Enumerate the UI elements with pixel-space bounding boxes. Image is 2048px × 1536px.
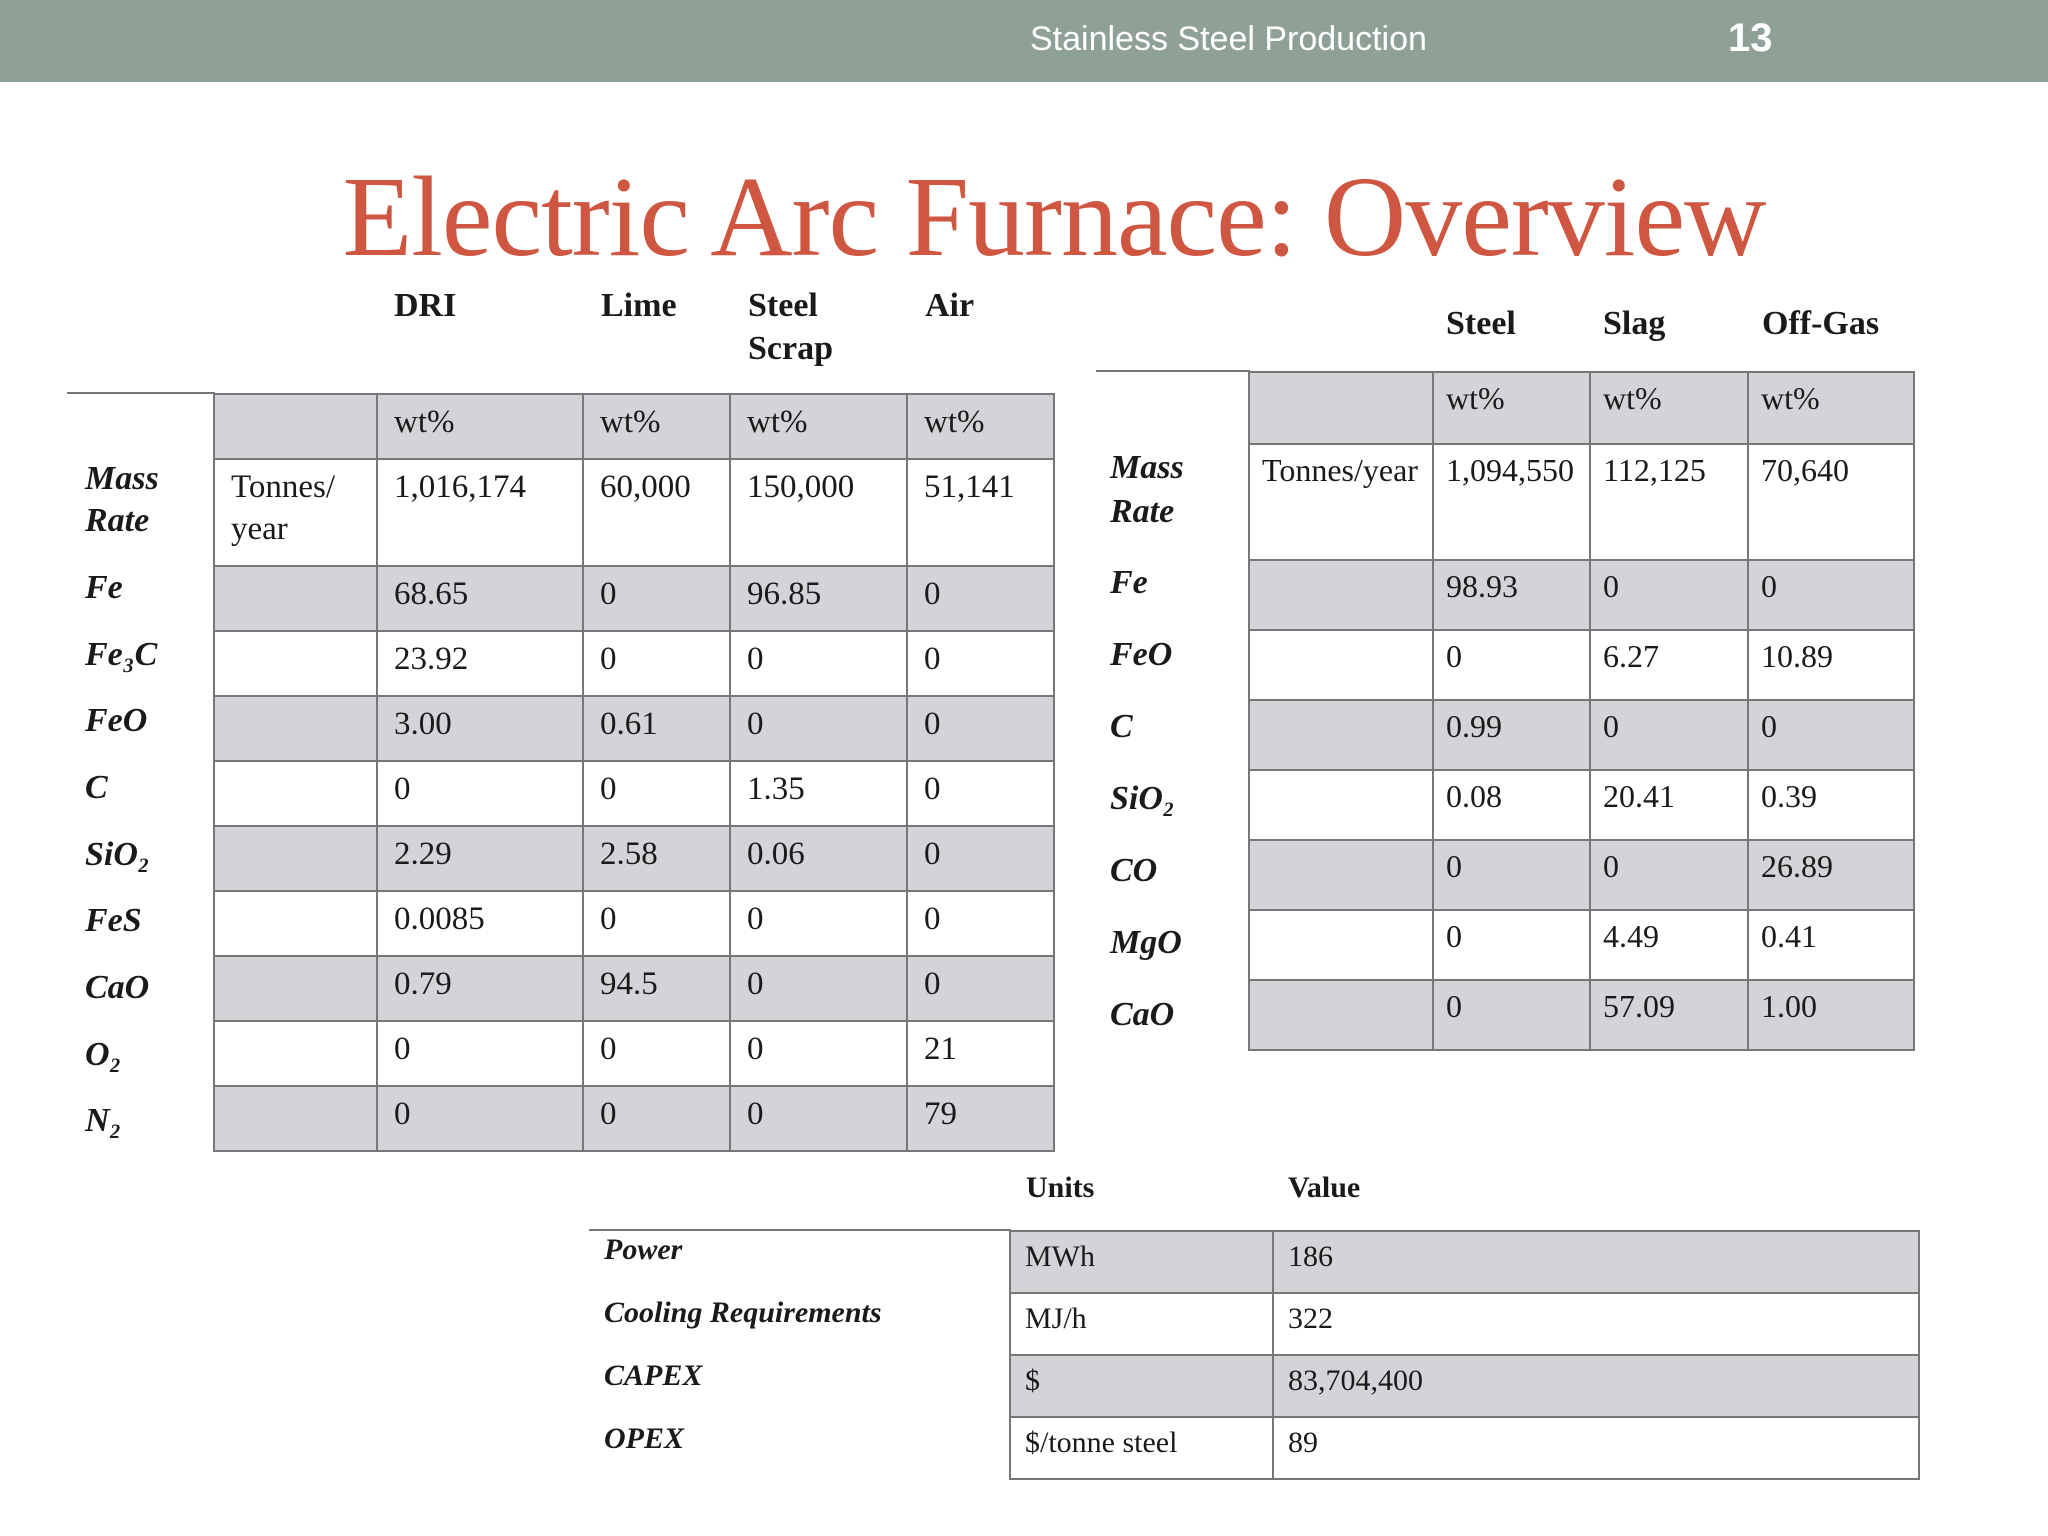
- col-header-steel-scrap: Steel Scrap: [748, 287, 833, 367]
- table-cell: 0: [1748, 560, 1914, 630]
- table-cell: 0: [1590, 700, 1748, 770]
- table-cell: [1249, 560, 1433, 630]
- table-row: [214, 631, 1054, 696]
- table-row: [214, 891, 1054, 956]
- col-header-steel: Steel: [1446, 305, 1516, 342]
- table-cell: 0: [907, 826, 1054, 891]
- table-cell: 0: [583, 891, 730, 956]
- table-cell: 0.61: [583, 696, 730, 761]
- row-label-fe: Fe: [1110, 564, 1148, 601]
- row-label-mgo: MgO: [1110, 924, 1182, 961]
- table-cell: 23.92: [377, 631, 583, 696]
- table-cell: 0.41: [1748, 910, 1914, 980]
- table-cell: 60,000: [583, 459, 730, 566]
- table-cell: [1249, 700, 1433, 770]
- table-row: [214, 761, 1054, 826]
- table-cell: 4.49: [1590, 910, 1748, 980]
- table-cell: 0: [583, 566, 730, 631]
- table-cell: 0: [377, 761, 583, 826]
- table-cell: 89: [1273, 1417, 1919, 1479]
- row-label-capex: CAPEX: [604, 1359, 703, 1392]
- table-cell: wt%: [583, 394, 730, 459]
- table-row: [214, 696, 1054, 761]
- table-cell: 1,094,550: [1433, 444, 1590, 560]
- row-label-co: CO: [1110, 852, 1158, 889]
- table-row: [214, 394, 1054, 459]
- table-cell: MJ/h: [1010, 1293, 1273, 1355]
- summary-grid: [1009, 1230, 1920, 1480]
- table-cell: 0: [730, 1021, 907, 1086]
- table-cell: 0: [730, 891, 907, 956]
- row-label-sio2: SiO₂: [1110, 780, 1175, 817]
- table-cell: 0: [1433, 630, 1590, 700]
- table-cell: 1,016,174: [377, 459, 583, 566]
- table-cell: 0.06: [730, 826, 907, 891]
- row-label-sio2: SiO₂: [85, 836, 150, 873]
- table-cell: $/tonne steel: [1010, 1417, 1273, 1479]
- table-row: [1010, 1293, 1919, 1355]
- row-label-o2: O₂: [85, 1036, 122, 1073]
- table-row: [1010, 1355, 1919, 1417]
- col-header-slag: Slag: [1603, 305, 1666, 342]
- table-cell: [214, 761, 377, 826]
- table-cell: [214, 696, 377, 761]
- table-row: [1249, 770, 1914, 840]
- table-cell: 0: [730, 956, 907, 1021]
- page-number: 13: [1728, 16, 1773, 60]
- table-cell: [214, 1021, 377, 1086]
- row-label-feo: FeO: [1110, 636, 1173, 673]
- table-cell: 20.41: [1590, 770, 1748, 840]
- table-cell: 0: [1433, 910, 1590, 980]
- table-cell: 0: [907, 631, 1054, 696]
- row-label-c: C: [1110, 708, 1133, 745]
- table-cell: 26.89: [1748, 840, 1914, 910]
- col-header-dri: DRI: [394, 287, 457, 324]
- row-label-n2: N₂: [85, 1102, 122, 1139]
- table-row: [1249, 630, 1914, 700]
- header-bar: [0, 0, 2048, 82]
- table-cell: 0.08: [1433, 770, 1590, 840]
- table-cell: 21: [907, 1021, 1054, 1086]
- row-label-cooling-requirements: Cooling Requirements: [604, 1296, 882, 1329]
- table-cell: 83,704,400: [1273, 1355, 1919, 1417]
- table-cell: 3.00: [377, 696, 583, 761]
- table-cell: [214, 566, 377, 631]
- table-cell: 98.93: [1433, 560, 1590, 630]
- table-cell: [214, 631, 377, 696]
- table-cell: 0: [583, 761, 730, 826]
- table-row: [214, 956, 1054, 1021]
- table-cell: 0.79: [377, 956, 583, 1021]
- table-cell: $: [1010, 1355, 1273, 1417]
- presentation-subtitle: Stainless Steel Production: [1030, 20, 1427, 58]
- table-cell: 79: [907, 1086, 1054, 1151]
- col-header-off-gas: Off-Gas: [1762, 305, 1880, 342]
- table-row: [214, 566, 1054, 631]
- table-cell: Tonnes/year: [1249, 444, 1433, 560]
- table-cell: Tonnes/ year: [214, 459, 377, 566]
- table-cell: MWh: [1010, 1231, 1273, 1293]
- row-label-cao: CaO: [1110, 996, 1175, 1033]
- table-cell: 0.99: [1433, 700, 1590, 770]
- table-cell: 94.5: [583, 956, 730, 1021]
- table-cell: 186: [1273, 1231, 1919, 1293]
- table-cell: 0: [1590, 560, 1748, 630]
- table-cell: wt%: [907, 394, 1054, 459]
- table-cell: [1249, 840, 1433, 910]
- table-cell: wt%: [1748, 372, 1914, 444]
- table-rule: [67, 392, 215, 394]
- row-label-opex: OPEX: [604, 1422, 685, 1455]
- table-cell: 0: [1748, 700, 1914, 770]
- table-row: [214, 1021, 1054, 1086]
- table-cell: 0: [907, 761, 1054, 826]
- table-cell: 2.29: [377, 826, 583, 891]
- table-cell: [214, 956, 377, 1021]
- table-cell: 0: [907, 891, 1054, 956]
- table-cell: 0: [730, 631, 907, 696]
- table-cell: 0: [1433, 980, 1590, 1050]
- table-row: [214, 826, 1054, 891]
- table-cell: [1249, 980, 1433, 1050]
- row-label-fe3c: Fe₃C: [85, 636, 158, 673]
- table-row: [1249, 560, 1914, 630]
- table-cell: 1.00: [1748, 980, 1914, 1050]
- table-cell: [1249, 372, 1433, 444]
- table-row: [1249, 372, 1914, 444]
- table-cell: [214, 826, 377, 891]
- col-header-air: Air: [925, 287, 975, 324]
- table-cell: 68.65: [377, 566, 583, 631]
- table-cell: 0.39: [1748, 770, 1914, 840]
- row-label-mass-rate: Mass Rate: [85, 460, 159, 539]
- table-cell: 2.58: [583, 826, 730, 891]
- table-rule: [1096, 370, 1250, 372]
- table-cell: 150,000: [730, 459, 907, 566]
- row-label-fe: Fe: [85, 569, 123, 606]
- table-cell: 0: [1433, 840, 1590, 910]
- table-cell: [1249, 770, 1433, 840]
- outputs-grid: [1248, 371, 1915, 1051]
- table-cell: 0: [377, 1086, 583, 1151]
- table-cell: 0.0085: [377, 891, 583, 956]
- table-cell: [214, 394, 377, 459]
- table-cell: 0: [907, 696, 1054, 761]
- table-cell: wt%: [730, 394, 907, 459]
- row-label-c: C: [85, 769, 108, 806]
- table-row: [214, 459, 1054, 566]
- table-cell: 0: [907, 566, 1054, 631]
- table-cell: [1249, 910, 1433, 980]
- col-header-units: Units: [1026, 1171, 1095, 1204]
- table-cell: 0: [1590, 840, 1748, 910]
- table-cell: wt%: [377, 394, 583, 459]
- row-label-feo: FeO: [85, 702, 148, 739]
- table-cell: 1.35: [730, 761, 907, 826]
- table-cell: 0: [907, 956, 1054, 1021]
- table-row: [1249, 840, 1914, 910]
- table-row: [1249, 444, 1914, 560]
- inputs-grid: [213, 393, 1055, 1152]
- table-rule: [589, 1229, 1011, 1231]
- table-row: [1249, 910, 1914, 980]
- table-cell: 51,141: [907, 459, 1054, 566]
- table-cell: wt%: [1590, 372, 1748, 444]
- row-label-mass-rate: Mass Rate: [1110, 449, 1184, 530]
- row-label-fes: FeS: [85, 902, 142, 939]
- row-label-power: Power: [604, 1233, 683, 1266]
- table-cell: [214, 1086, 377, 1151]
- table-cell: 0: [583, 631, 730, 696]
- table-cell: 57.09: [1590, 980, 1748, 1050]
- table-cell: 10.89: [1748, 630, 1914, 700]
- row-label-cao: CaO: [85, 969, 150, 1006]
- table-cell: 0: [583, 1086, 730, 1151]
- table-row: [1010, 1417, 1919, 1479]
- table-row: [214, 1086, 1054, 1151]
- slide-title: Electric Arc Furnace: Overview: [342, 153, 1766, 280]
- table-cell: [1249, 630, 1433, 700]
- table-cell: 70,640: [1748, 444, 1914, 560]
- table-cell: 0: [730, 696, 907, 761]
- table-cell: 112,125: [1590, 444, 1748, 560]
- table-cell: 322: [1273, 1293, 1919, 1355]
- table-cell: 0: [583, 1021, 730, 1086]
- table-row: [1010, 1231, 1919, 1293]
- table-cell: 0: [377, 1021, 583, 1086]
- col-header-value: Value: [1288, 1171, 1361, 1204]
- table-cell: 0: [730, 1086, 907, 1151]
- table-cell: wt%: [1433, 372, 1590, 444]
- table-row: [1249, 980, 1914, 1050]
- col-header-lime: Lime: [601, 287, 677, 324]
- table-cell: [214, 891, 377, 956]
- table-cell: 6.27: [1590, 630, 1748, 700]
- table-cell: 96.85: [730, 566, 907, 631]
- table-row: [1249, 700, 1914, 770]
